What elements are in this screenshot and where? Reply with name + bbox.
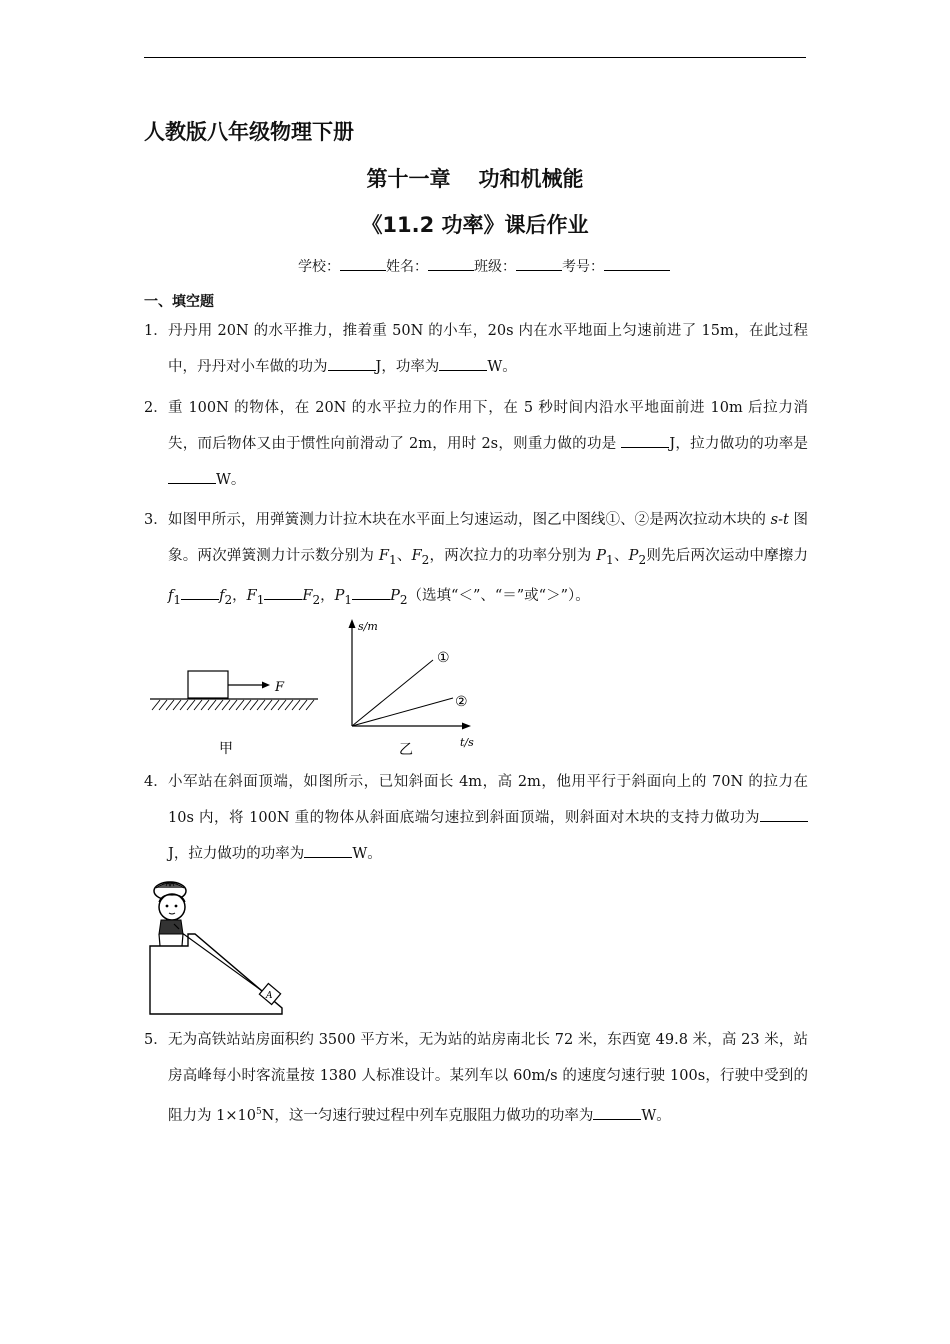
class-blank[interactable]	[516, 256, 562, 271]
answer-blank[interactable]	[168, 467, 216, 484]
inclined-plane	[150, 934, 282, 1014]
pull-rope	[178, 930, 269, 996]
block-label: A	[266, 991, 273, 1001]
figure-yi-st-graph	[336, 612, 486, 762]
question-5	[144, 1022, 808, 1134]
force-label: F	[275, 680, 285, 695]
y-axis-arrow	[349, 619, 356, 628]
question-3	[144, 502, 808, 618]
school-label: 学校：	[298, 259, 340, 275]
question-4	[144, 764, 808, 872]
book-title: 人教版八年级物理下册	[144, 120, 354, 144]
exam-number-blank[interactable]	[604, 256, 670, 271]
lesson-title: 《11.2 功率》课后作业	[361, 213, 589, 237]
name-blank[interactable]	[428, 256, 474, 271]
section-title: 一、填空题	[144, 294, 214, 310]
figure-caption-yi: 乙	[399, 742, 413, 758]
answer-blank[interactable]	[439, 354, 487, 371]
answer-blank[interactable]	[328, 354, 376, 371]
chapter-number: 第十一章	[366, 167, 451, 191]
line-2-label: ②	[455, 694, 468, 710]
question-number: 4．	[144, 774, 168, 790]
figure-caption-jia: 甲	[219, 741, 233, 757]
x-axis-label: t/s	[460, 736, 474, 749]
figure-slope	[146, 874, 291, 1018]
chapter-title	[0, 163, 950, 193]
chapter-name: 功和机械能	[478, 167, 584, 191]
header-rule	[144, 57, 806, 58]
answer-blank[interactable]	[181, 583, 219, 600]
question-number: 3．	[144, 512, 168, 528]
question-1	[144, 313, 808, 385]
school-blank[interactable]	[340, 256, 386, 271]
question-number: 1．	[144, 323, 168, 339]
force-arrowhead	[262, 682, 270, 689]
answer-blank[interactable]	[593, 1103, 641, 1120]
answer-blank[interactable]	[760, 805, 808, 822]
class-label: 班级：	[474, 259, 516, 275]
figure-jia	[146, 664, 322, 760]
question-text: 如图甲所示，用弹簧测力计拉木块在水平面上匀速运动，图乙中图线①、②是两次拉动木块的 s-t 图象。两次弹簧测力计示数分别为 $F_1$、$F_2$，两次拉力的功率分别为 $P_1$、$P_2$则先后两次运动中摩擦力 $f_1$ $f_2$，$F_1$ $F_2$，$P_1$ $P_2$（选填“＜”、“＝”或“＞”）。	[168, 512, 809, 607]
question-text: 丹丹用 20N 的水平推力，推着重 50N 的小车，20s 内在水平地面上匀速前进了 15m，在此过程中，丹丹对小车做的功为 J，功率为 W。	[168, 323, 808, 375]
answer-blank[interactable]	[304, 841, 352, 858]
y-axis-label: s/m	[358, 620, 378, 633]
line-1-label: ①	[437, 650, 450, 666]
question-text: 无为高铁站站房面积约 3500 平方米，无为站的站房南北长 72 米，东西宽 49.8 米，高 23 米，站房高峰每小时客流量按 1380 人标准设计。某列车以 60m/s 的速度匀速行驶 100s，行驶中受到的阻力为 $1\times 10^5N$，这一匀速行驶过程中列车克服阻力做功的功率为 W。	[168, 1032, 808, 1124]
boy-figure	[154, 882, 186, 946]
question-text: 小军站在斜面顶端，如图所示，已知斜面长 4m，高 2m，他用平行于斜面向上的 70N 的拉力在 10s 内，将 100N 重的物体从斜面底端匀速拉到斜面顶端，则斜面对木块的支持力做功为J，拉力做功的功率为 W。	[168, 774, 808, 862]
line-2	[352, 698, 453, 726]
name-label: 姓名：	[386, 259, 428, 275]
wooden-block	[188, 671, 228, 698]
x-axis-arrow	[462, 723, 471, 730]
student-info-line	[0, 256, 950, 276]
question-2	[144, 390, 808, 498]
ground-hatching	[152, 700, 314, 710]
exam-number-label: 考号：	[562, 259, 604, 275]
question-number: 2．	[144, 400, 168, 416]
line-1	[352, 660, 433, 726]
question-number: 5．	[144, 1032, 168, 1048]
answer-blank[interactable]	[352, 583, 390, 600]
answer-blank[interactable]	[264, 583, 302, 600]
answer-blank[interactable]	[621, 431, 669, 448]
question-text: 重 100N 的物体，在 20N 的水平拉力的作用下，在 5 秒时间内沿水平地面前进 10m 后拉力消失，而后物体又由于惯性向前滑动了 2m，用时 2s，则重力做的功是 J，拉力做功的功率是 W。	[168, 400, 809, 488]
